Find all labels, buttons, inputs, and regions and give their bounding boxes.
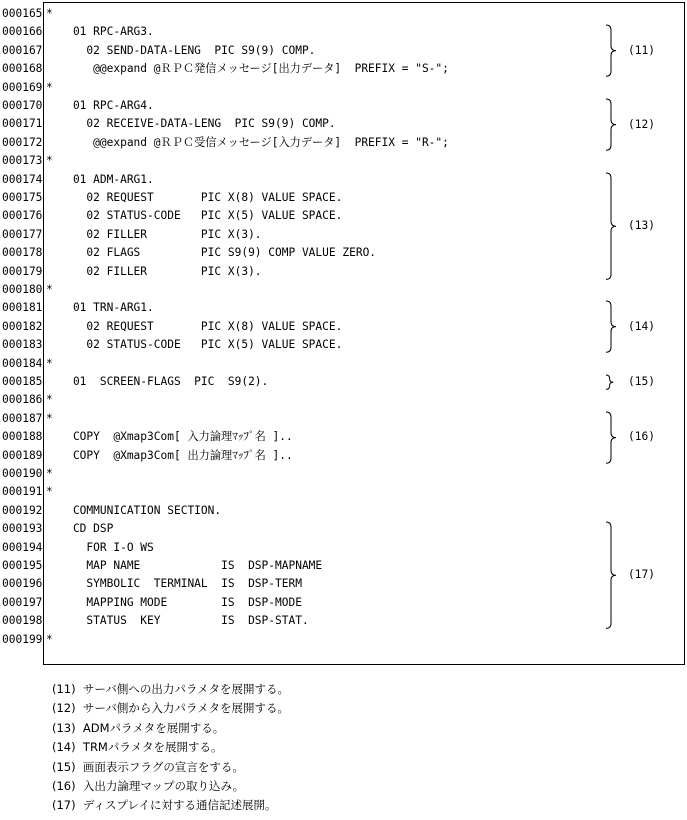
code-line: * <box>46 154 53 168</box>
code-line: STATUS KEY IS DSP-STAT. <box>46 614 309 628</box>
line-number: 000171 <box>2 117 43 131</box>
note-item: (14) TRMパラメタを展開する。 <box>52 740 223 755</box>
line-number: 000190 <box>2 467 43 480</box>
bracket-label: (11) <box>628 44 655 57</box>
line-number: 000181 <box>2 301 43 315</box>
line-number: 000173 <box>2 154 43 168</box>
line-number: 000196 <box>2 577 43 591</box>
line-number: 000188 <box>2 430 43 444</box>
line-number: 000186 <box>2 393 43 407</box>
line-number: 000192 <box>2 503 43 517</box>
note-item: (13) ADMパラメタを展開する。 <box>52 720 225 735</box>
line-number: 000179 <box>2 264 43 278</box>
bracket-icon <box>606 522 624 628</box>
line-number: 000197 <box>2 595 43 609</box>
code-line: * <box>46 467 53 480</box>
code-line: FOR I-O WS <box>46 540 154 554</box>
code-line: 01 RPC-ARG4. <box>46 99 154 112</box>
bracket-icon <box>606 301 624 352</box>
line-number: 000174 <box>2 172 43 186</box>
annotation-notes <box>52 680 289 816</box>
code-line: 01 TRN-ARG1. <box>46 301 154 315</box>
line-number: 000195 <box>2 559 43 572</box>
bracket-label: (14) <box>628 320 655 333</box>
line-number: 000183 <box>2 338 43 352</box>
code-line: * <box>46 632 53 646</box>
line-number: 000193 <box>2 522 43 536</box>
line-number: 000166 <box>2 25 43 39</box>
bracket-icon <box>606 375 624 389</box>
code-line: * <box>46 80 53 94</box>
line-number: 000189 <box>2 448 43 462</box>
code-line: @@expand @ＲＰＣ発信メッセージ[出力データ] PREFIX = "S-"; <box>46 62 449 76</box>
bracket-label: (12) <box>628 117 655 131</box>
code-line: * <box>46 393 53 407</box>
note-item: (17) ディスプレイに対する通信記述展開。 <box>52 798 277 813</box>
line-number: 000176 <box>2 209 43 223</box>
bracket-label: (15) <box>628 375 655 389</box>
line-number: 000169 <box>2 80 43 94</box>
line-number: 000191 <box>2 485 43 499</box>
line-number: 000172 <box>2 135 43 149</box>
code-line: * <box>46 356 53 370</box>
line-number: 000184 <box>2 356 43 370</box>
line-number: 000175 <box>2 191 43 204</box>
code-line: 02 SEND-DATA-LENG PIC S9(9) COMP. <box>46 43 316 57</box>
code-line: * <box>46 7 53 20</box>
bracket-label: (17) <box>628 568 655 582</box>
code-line: COPY @Xmap3Com[ 出力論理ﾏｯﾌﾟ名 ].. <box>46 448 293 462</box>
note-item: (16) 入出力論理マップの取り込み。 <box>52 779 245 794</box>
line-number: 000180 <box>2 283 43 296</box>
line-number: 000185 <box>2 375 43 388</box>
code-line: CD DSP <box>46 522 114 536</box>
code-line: 02 REQUEST PIC X(8) VALUE SPACE. <box>46 191 343 204</box>
code-line: 02 FILLER PIC X(3). <box>46 264 262 278</box>
code-line: 02 STATUS-CODE PIC X(5) VALUE SPACE. <box>46 209 343 223</box>
code-line: SYMBOLIC TERMINAL IS DSP-TERM <box>46 577 302 591</box>
line-number: 000182 <box>2 319 43 333</box>
code-line: 02 REQUEST PIC X(8) VALUE SPACE. <box>46 319 343 333</box>
code-line: 02 STATUS-CODE PIC X(5) VALUE SPACE. <box>46 338 343 352</box>
code-line: * <box>46 411 53 425</box>
code-line: 01 SCREEN-FLAGS PIC S9(2). <box>46 375 269 388</box>
note-item: (11) サーバ側への出力パラメタを展開する。 <box>52 682 289 696</box>
line-number: 000199 <box>2 632 43 646</box>
code-line: 01 ADM-ARG1. <box>46 172 154 186</box>
code-line: * <box>46 283 53 296</box>
code-line: COPY @Xmap3Com[ 入力論理ﾏｯﾌﾟ名 ].. <box>46 430 293 444</box>
code-line: COMMUNICATION SECTION. <box>46 503 222 517</box>
code-line: MAPPING MODE IS DSP-MODE <box>46 595 302 609</box>
line-number: 000165 <box>2 7 43 20</box>
line-number: 000178 <box>2 246 43 260</box>
line-number: 000187 <box>2 411 43 425</box>
bracket-label: (13) <box>628 218 655 232</box>
code-line: * <box>46 485 53 499</box>
code-line: 02 FILLER PIC X(3). <box>46 227 262 241</box>
bracket-icon <box>606 25 624 76</box>
code-line: @@expand @ＲＰＣ受信メッセージ[入力データ] PREFIX = "R-"; <box>46 135 449 149</box>
line-number: 000170 <box>2 99 43 112</box>
code-line: 01 RPC-ARG3. <box>46 25 154 39</box>
line-number: 000168 <box>2 62 43 76</box>
line-number: 000167 <box>2 43 43 57</box>
bracket-icon <box>606 412 624 463</box>
line-number: 000177 <box>2 227 43 241</box>
code-line: 02 RECEIVE-DATA-LENG PIC S9(9) COMP. <box>46 117 336 131</box>
line-number: 000198 <box>2 614 43 628</box>
note-item: (15) 画面表示フラグの宣言をする。 <box>52 759 244 774</box>
code-line: 02 FLAGS PIC S9(9) COMP VALUE ZERO. <box>46 246 377 260</box>
bracket-label: (16) <box>628 430 655 444</box>
code-line: MAP NAME IS DSP-MAPNAME <box>46 559 323 572</box>
bracket-icon <box>606 173 624 279</box>
note-item: (12) サーバ側から入力パラメタを展開する。 <box>52 701 289 716</box>
bracket-icon <box>606 99 624 150</box>
line-number: 000194 <box>2 540 43 554</box>
